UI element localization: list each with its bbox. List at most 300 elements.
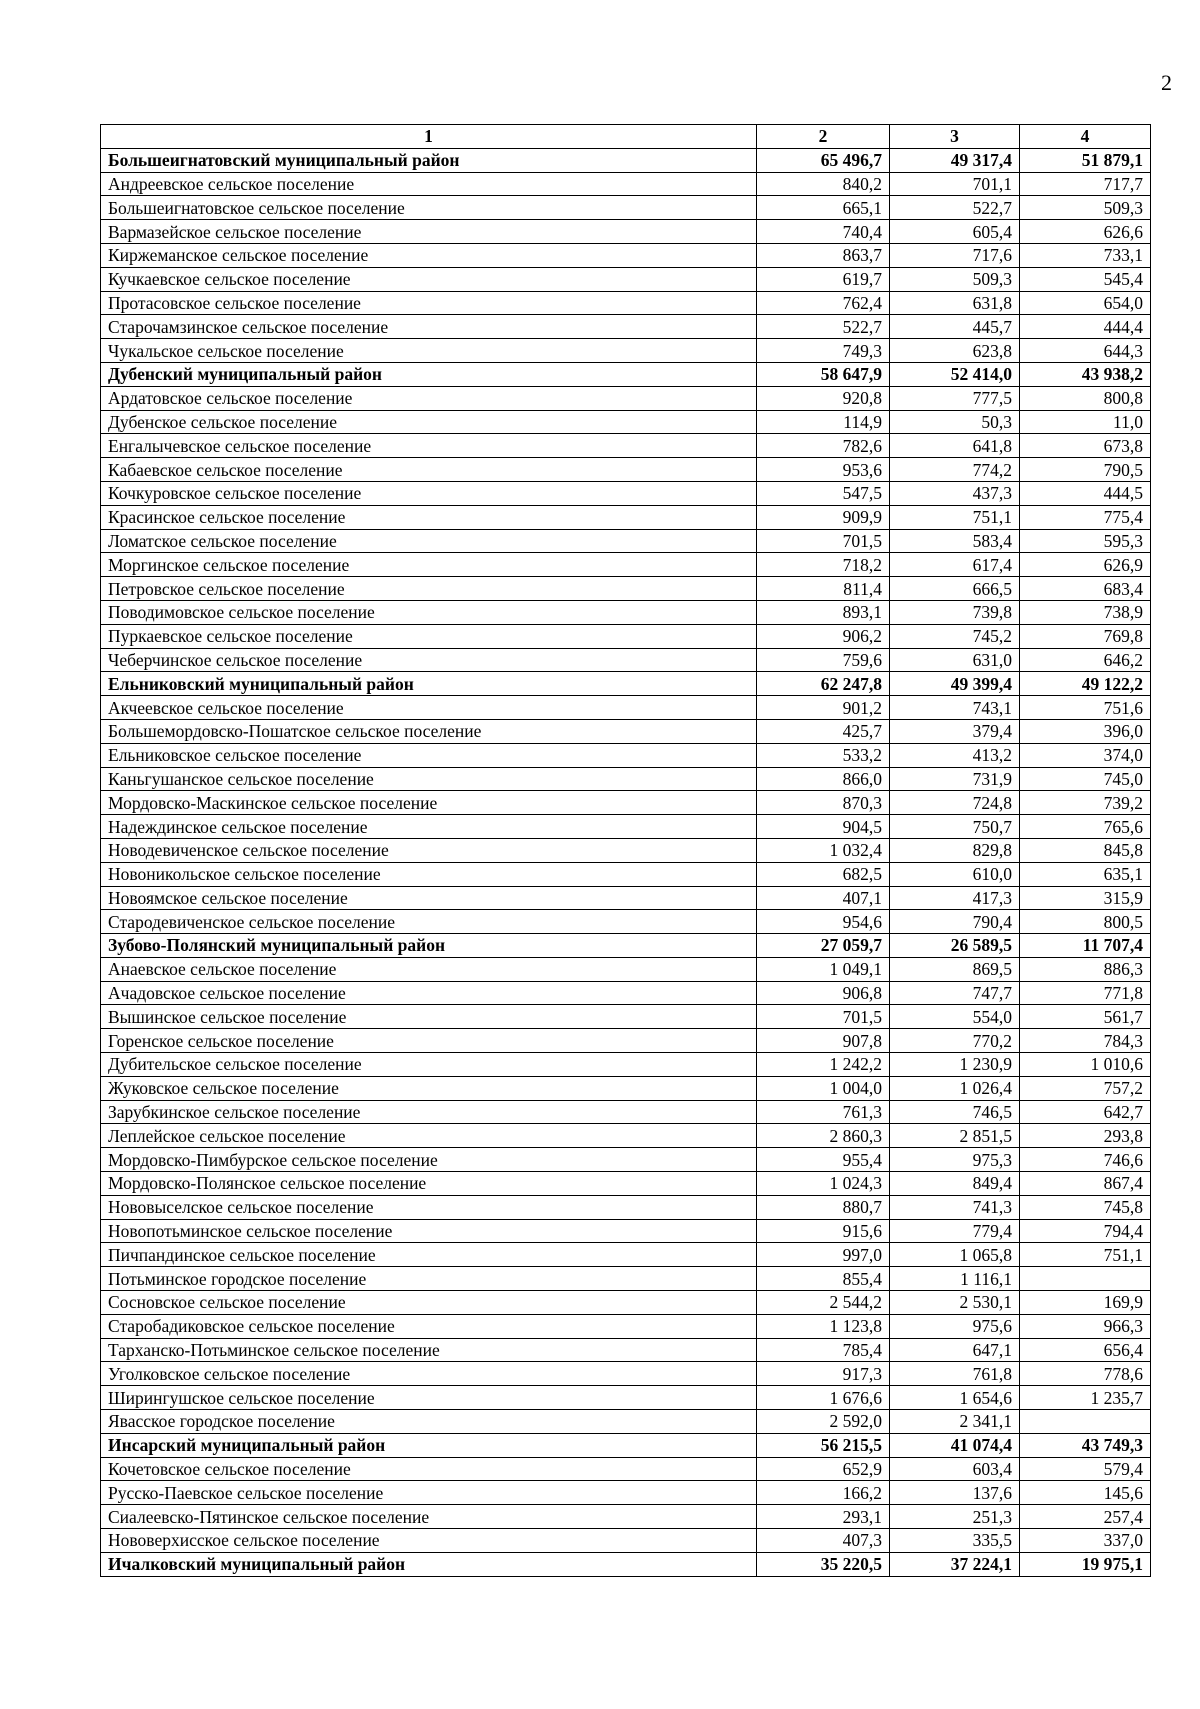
row-value-col3: 1 654,6 bbox=[890, 1386, 1020, 1410]
table-row bbox=[101, 1005, 1151, 1029]
table-row bbox=[101, 719, 1151, 743]
row-value-col2: 870,3 bbox=[757, 791, 890, 815]
row-name: Енгалычевское сельское поселение bbox=[101, 434, 757, 458]
row-value-col2: 761,3 bbox=[757, 1100, 890, 1124]
row-value-col2: 866,0 bbox=[757, 767, 890, 791]
row-value-col2: 522,7 bbox=[757, 315, 890, 339]
table-row bbox=[101, 577, 1151, 601]
table-row bbox=[101, 1314, 1151, 1338]
row-value-col2: 56 215,5 bbox=[757, 1433, 890, 1457]
row-value-col4: 444,4 bbox=[1020, 315, 1151, 339]
row-name: Надеждинское сельское поселение bbox=[101, 815, 757, 839]
row-name: Кучкаевское сельское поселение bbox=[101, 267, 757, 291]
row-value-col2: 293,1 bbox=[757, 1505, 890, 1529]
table-row bbox=[101, 196, 1151, 220]
row-value-col4: 738,9 bbox=[1020, 600, 1151, 624]
row-value-col4: 886,3 bbox=[1020, 957, 1151, 981]
row-value-col2: 997,0 bbox=[757, 1243, 890, 1267]
table-row bbox=[101, 172, 1151, 196]
row-value-col4: 626,6 bbox=[1020, 220, 1151, 244]
table-row bbox=[101, 386, 1151, 410]
row-value-col3: 774,2 bbox=[890, 458, 1020, 482]
row-value-col3: 2 341,1 bbox=[890, 1410, 1020, 1434]
row-name: Русско-Паевское сельское поселение bbox=[101, 1481, 757, 1505]
row-name: Протасовское сельское поселение bbox=[101, 291, 757, 315]
row-value-col3: 647,1 bbox=[890, 1338, 1020, 1362]
row-value-col2: 1 004,0 bbox=[757, 1076, 890, 1100]
row-value-col3: 751,1 bbox=[890, 505, 1020, 529]
table-row bbox=[101, 1029, 1151, 1053]
row-name: Пуркаевское сельское поселение bbox=[101, 624, 757, 648]
row-value-col3: 739,8 bbox=[890, 600, 1020, 624]
row-value-col3: 417,3 bbox=[890, 886, 1020, 910]
row-name: Ельниковское сельское поселение bbox=[101, 743, 757, 767]
row-value-col2: 1 676,6 bbox=[757, 1386, 890, 1410]
row-value-col2: 906,2 bbox=[757, 624, 890, 648]
row-value-col2: 114,9 bbox=[757, 410, 890, 434]
row-value-col4: 745,8 bbox=[1020, 1195, 1151, 1219]
row-name: Пичпандинское сельское поселение bbox=[101, 1243, 757, 1267]
row-value-col2: 904,5 bbox=[757, 815, 890, 839]
row-value-col2: 682,5 bbox=[757, 862, 890, 886]
table-row bbox=[101, 886, 1151, 910]
row-name: Сосновское сельское поселение bbox=[101, 1291, 757, 1315]
row-name: Вармазейское сельское поселение bbox=[101, 220, 757, 244]
row-name: Жуковское сельское поселение bbox=[101, 1076, 757, 1100]
row-value-col2: 27 059,7 bbox=[757, 934, 890, 958]
table-row bbox=[101, 1338, 1151, 1362]
row-name: Зубово-Полянский муниципальный район bbox=[101, 934, 757, 958]
row-name: Петровское сельское поселение bbox=[101, 577, 757, 601]
row-value-col3: 631,0 bbox=[890, 648, 1020, 672]
row-value-col4: 1 010,6 bbox=[1020, 1053, 1151, 1077]
row-name: Большеигнатовский муниципальный район bbox=[101, 148, 757, 172]
header-col-2: 2 bbox=[757, 125, 890, 149]
table-row bbox=[101, 1172, 1151, 1196]
row-name: Моргинское сельское поселение bbox=[101, 553, 757, 577]
row-value-col4: 396,0 bbox=[1020, 719, 1151, 743]
row-value-col3: 869,5 bbox=[890, 957, 1020, 981]
row-value-col2: 953,6 bbox=[757, 458, 890, 482]
row-name: Вышинское сельское поселение bbox=[101, 1005, 757, 1029]
row-value-col2: 759,6 bbox=[757, 648, 890, 672]
row-value-col4: 169,9 bbox=[1020, 1291, 1151, 1315]
row-value-col4: 595,3 bbox=[1020, 529, 1151, 553]
row-value-col2: 909,9 bbox=[757, 505, 890, 529]
row-value-col3: 623,8 bbox=[890, 339, 1020, 363]
row-value-col3: 2 530,1 bbox=[890, 1291, 1020, 1315]
row-value-col3: 746,5 bbox=[890, 1100, 1020, 1124]
row-value-col3: 743,1 bbox=[890, 696, 1020, 720]
row-value-col4: 683,4 bbox=[1020, 577, 1151, 601]
budget-table bbox=[100, 124, 1151, 1577]
row-value-col2: 619,7 bbox=[757, 267, 890, 291]
row-value-col4 bbox=[1020, 1410, 1151, 1434]
row-value-col4: 561,7 bbox=[1020, 1005, 1151, 1029]
district-row bbox=[101, 672, 1151, 696]
row-name: Ачадовское сельское поселение bbox=[101, 981, 757, 1005]
row-value-col2: 701,5 bbox=[757, 529, 890, 553]
row-value-col3: 26 589,5 bbox=[890, 934, 1020, 958]
row-value-col4: 717,7 bbox=[1020, 172, 1151, 196]
row-value-col4: 784,3 bbox=[1020, 1029, 1151, 1053]
row-value-col4: 794,4 bbox=[1020, 1219, 1151, 1243]
table-row bbox=[101, 553, 1151, 577]
row-name: Уголковское сельское поселение bbox=[101, 1362, 757, 1386]
row-name: Нововерхисское сельское поселение bbox=[101, 1529, 757, 1553]
row-value-col4: 746,6 bbox=[1020, 1148, 1151, 1172]
row-value-col4: 11,0 bbox=[1020, 410, 1151, 434]
row-value-col2: 907,8 bbox=[757, 1029, 890, 1053]
table-header bbox=[101, 125, 1151, 149]
row-value-col4: 765,6 bbox=[1020, 815, 1151, 839]
table-row bbox=[101, 434, 1151, 458]
row-name: Инсарский муниципальный район bbox=[101, 1433, 757, 1457]
row-value-col2: 652,9 bbox=[757, 1457, 890, 1481]
row-value-col2: 425,7 bbox=[757, 719, 890, 743]
row-value-col4: 654,0 bbox=[1020, 291, 1151, 315]
row-value-col3: 1 065,8 bbox=[890, 1243, 1020, 1267]
row-value-col2: 901,2 bbox=[757, 696, 890, 720]
row-value-col3: 717,6 bbox=[890, 243, 1020, 267]
row-value-col2: 863,7 bbox=[757, 243, 890, 267]
row-value-col3: 379,4 bbox=[890, 719, 1020, 743]
row-value-col4: 800,8 bbox=[1020, 386, 1151, 410]
row-value-col4: 43 749,3 bbox=[1020, 1433, 1151, 1457]
row-value-col3: 741,3 bbox=[890, 1195, 1020, 1219]
row-value-col2: 915,6 bbox=[757, 1219, 890, 1243]
row-name: Андреевское сельское поселение bbox=[101, 172, 757, 196]
row-value-col2: 880,7 bbox=[757, 1195, 890, 1219]
row-value-col3: 1 026,4 bbox=[890, 1076, 1020, 1100]
row-value-col3: 49 399,4 bbox=[890, 672, 1020, 696]
row-name: Новодевиченское сельское поселение bbox=[101, 838, 757, 862]
row-name: Кочкуровское сельское поселение bbox=[101, 481, 757, 505]
row-name: Дубительское сельское поселение bbox=[101, 1053, 757, 1077]
table-row bbox=[101, 981, 1151, 1005]
table-row bbox=[101, 1410, 1151, 1434]
table-row bbox=[101, 600, 1151, 624]
row-name: Каньгушанское сельское поселение bbox=[101, 767, 757, 791]
row-value-col3: 701,1 bbox=[890, 172, 1020, 196]
row-value-col3: 641,8 bbox=[890, 434, 1020, 458]
row-name: Потьминское городское поселение bbox=[101, 1267, 757, 1291]
row-value-col3: 554,0 bbox=[890, 1005, 1020, 1029]
district-row bbox=[101, 362, 1151, 386]
row-value-col4: 733,1 bbox=[1020, 243, 1151, 267]
table-row bbox=[101, 1100, 1151, 1124]
row-value-col3: 137,6 bbox=[890, 1481, 1020, 1505]
row-value-col3: 413,2 bbox=[890, 743, 1020, 767]
row-value-col2: 2 860,3 bbox=[757, 1124, 890, 1148]
row-value-col4: 509,3 bbox=[1020, 196, 1151, 220]
table-row bbox=[101, 648, 1151, 672]
row-value-col2: 782,6 bbox=[757, 434, 890, 458]
row-value-col4: 745,0 bbox=[1020, 767, 1151, 791]
table-row bbox=[101, 315, 1151, 339]
district-row bbox=[101, 148, 1151, 172]
row-name: Ельниковский муниципальный район bbox=[101, 672, 757, 696]
row-value-col4: 775,4 bbox=[1020, 505, 1151, 529]
row-name: Большеигнатовское сельское поселение bbox=[101, 196, 757, 220]
row-value-col3: 605,4 bbox=[890, 220, 1020, 244]
row-value-col2: 1 032,4 bbox=[757, 838, 890, 862]
row-value-col2: 1 024,3 bbox=[757, 1172, 890, 1196]
table-body bbox=[101, 148, 1151, 1576]
table-row bbox=[101, 505, 1151, 529]
row-name: Нововыселское сельское поселение bbox=[101, 1195, 757, 1219]
row-value-col2: 893,1 bbox=[757, 600, 890, 624]
row-value-col4: 293,8 bbox=[1020, 1124, 1151, 1148]
row-value-col4 bbox=[1020, 1267, 1151, 1291]
row-value-col3: 2 851,5 bbox=[890, 1124, 1020, 1148]
header-col-4: 4 bbox=[1020, 125, 1151, 149]
table-row bbox=[101, 862, 1151, 886]
row-value-col4: 966,3 bbox=[1020, 1314, 1151, 1338]
row-value-col3: 335,5 bbox=[890, 1529, 1020, 1553]
row-value-col2: 2 544,2 bbox=[757, 1291, 890, 1315]
row-value-col3: 251,3 bbox=[890, 1505, 1020, 1529]
row-name: Дубенский муниципальный район bbox=[101, 362, 757, 386]
table-row bbox=[101, 815, 1151, 839]
row-name: Мордовско-Полянское сельское поселение bbox=[101, 1172, 757, 1196]
header-col-3: 3 bbox=[890, 125, 1020, 149]
row-value-col2: 1 242,2 bbox=[757, 1053, 890, 1077]
row-value-col3: 731,9 bbox=[890, 767, 1020, 791]
table-row bbox=[101, 458, 1151, 482]
row-value-col3: 37 224,1 bbox=[890, 1552, 1020, 1576]
row-value-col4: 644,3 bbox=[1020, 339, 1151, 363]
row-value-col2: 718,2 bbox=[757, 553, 890, 577]
row-value-col4: 867,4 bbox=[1020, 1172, 1151, 1196]
row-value-col2: 811,4 bbox=[757, 577, 890, 601]
table-row bbox=[101, 1267, 1151, 1291]
table-row bbox=[101, 243, 1151, 267]
row-name: Киржеманское сельское поселение bbox=[101, 243, 757, 267]
row-value-col3: 761,8 bbox=[890, 1362, 1020, 1386]
row-value-col3: 631,8 bbox=[890, 291, 1020, 315]
row-name: Чукальское сельское поселение bbox=[101, 339, 757, 363]
row-value-col2: 58 647,9 bbox=[757, 362, 890, 386]
row-value-col2: 906,8 bbox=[757, 981, 890, 1005]
row-value-col3: 41 074,4 bbox=[890, 1433, 1020, 1457]
table-row bbox=[101, 1529, 1151, 1553]
table-row bbox=[101, 1362, 1151, 1386]
row-value-col3: 509,3 bbox=[890, 267, 1020, 291]
row-name: Акчеевское сельское поселение bbox=[101, 696, 757, 720]
row-value-col3: 610,0 bbox=[890, 862, 1020, 886]
row-value-col2: 762,4 bbox=[757, 291, 890, 315]
row-name: Мордовско-Маскинское сельское поселение bbox=[101, 791, 757, 815]
row-name: Новоямское сельское поселение bbox=[101, 886, 757, 910]
row-value-col3: 777,5 bbox=[890, 386, 1020, 410]
row-value-col2: 1 049,1 bbox=[757, 957, 890, 981]
row-value-col2: 65 496,7 bbox=[757, 148, 890, 172]
row-name: Зарубкинское сельское поселение bbox=[101, 1100, 757, 1124]
table-row bbox=[101, 957, 1151, 981]
row-value-col4: 778,6 bbox=[1020, 1362, 1151, 1386]
row-value-col3: 779,4 bbox=[890, 1219, 1020, 1243]
row-value-col2: 533,2 bbox=[757, 743, 890, 767]
row-value-col3: 770,2 bbox=[890, 1029, 1020, 1053]
row-name: Стародевиченское сельское поселение bbox=[101, 910, 757, 934]
row-value-col4: 751,6 bbox=[1020, 696, 1151, 720]
row-value-col4: 51 879,1 bbox=[1020, 148, 1151, 172]
row-name: Чеберчинское сельское поселение bbox=[101, 648, 757, 672]
row-value-col3: 522,7 bbox=[890, 196, 1020, 220]
row-value-col2: 840,2 bbox=[757, 172, 890, 196]
table-row bbox=[101, 910, 1151, 934]
table-row bbox=[101, 1195, 1151, 1219]
row-name: Кабаевское сельское поселение bbox=[101, 458, 757, 482]
row-value-col4: 790,5 bbox=[1020, 458, 1151, 482]
table-row bbox=[101, 267, 1151, 291]
row-name: Новопотьминское сельское поселение bbox=[101, 1219, 757, 1243]
row-value-col4: 1 235,7 bbox=[1020, 1386, 1151, 1410]
table-row bbox=[101, 1481, 1151, 1505]
row-name: Старобадиковское сельское поселение bbox=[101, 1314, 757, 1338]
row-value-col4: 771,8 bbox=[1020, 981, 1151, 1005]
row-name: Большемордовско-Пошатское сельское поселение bbox=[101, 719, 757, 743]
row-value-col4: 49 122,2 bbox=[1020, 672, 1151, 696]
row-value-col4: 646,2 bbox=[1020, 648, 1151, 672]
row-value-col2: 665,1 bbox=[757, 196, 890, 220]
row-name: Ширингушское сельское поселение bbox=[101, 1386, 757, 1410]
row-value-col3: 1 230,9 bbox=[890, 1053, 1020, 1077]
row-value-col3: 747,7 bbox=[890, 981, 1020, 1005]
table-row bbox=[101, 1124, 1151, 1148]
table-row bbox=[101, 791, 1151, 815]
row-value-col2: 954,6 bbox=[757, 910, 890, 934]
table-row bbox=[101, 767, 1151, 791]
row-value-col3: 50,3 bbox=[890, 410, 1020, 434]
table-row bbox=[101, 1076, 1151, 1100]
row-name: Тарханско-Потьминское сельское поселение bbox=[101, 1338, 757, 1362]
table-row bbox=[101, 1457, 1151, 1481]
row-value-col3: 437,3 bbox=[890, 481, 1020, 505]
table-row bbox=[101, 838, 1151, 862]
table-row bbox=[101, 1505, 1151, 1529]
table-row bbox=[101, 1243, 1151, 1267]
district-row bbox=[101, 1552, 1151, 1576]
table-row bbox=[101, 481, 1151, 505]
row-value-col4: 374,0 bbox=[1020, 743, 1151, 767]
row-value-col4: 444,5 bbox=[1020, 481, 1151, 505]
row-value-col4: 656,4 bbox=[1020, 1338, 1151, 1362]
table-row bbox=[101, 624, 1151, 648]
row-value-col4: 579,4 bbox=[1020, 1457, 1151, 1481]
row-name: Анаевское сельское поселение bbox=[101, 957, 757, 981]
row-value-col4: 635,1 bbox=[1020, 862, 1151, 886]
row-value-col4: 757,2 bbox=[1020, 1076, 1151, 1100]
row-value-col3: 750,7 bbox=[890, 815, 1020, 839]
table-row bbox=[101, 291, 1151, 315]
row-value-col3: 724,8 bbox=[890, 791, 1020, 815]
row-value-col3: 583,4 bbox=[890, 529, 1020, 553]
row-name: Ломатское сельское поселение bbox=[101, 529, 757, 553]
row-value-col2: 701,5 bbox=[757, 1005, 890, 1029]
row-value-col4: 642,7 bbox=[1020, 1100, 1151, 1124]
row-value-col4: 769,8 bbox=[1020, 624, 1151, 648]
row-value-col3: 666,5 bbox=[890, 577, 1020, 601]
row-value-col3: 849,4 bbox=[890, 1172, 1020, 1196]
row-value-col3: 745,2 bbox=[890, 624, 1020, 648]
row-value-col3: 975,6 bbox=[890, 1314, 1020, 1338]
row-value-col2: 740,4 bbox=[757, 220, 890, 244]
row-name: Явасское городское поселение bbox=[101, 1410, 757, 1434]
row-value-col2: 62 247,8 bbox=[757, 672, 890, 696]
row-value-col2: 920,8 bbox=[757, 386, 890, 410]
table-row bbox=[101, 220, 1151, 244]
row-name: Красинское сельское поселение bbox=[101, 505, 757, 529]
district-row bbox=[101, 934, 1151, 958]
row-value-col2: 2 592,0 bbox=[757, 1410, 890, 1434]
district-row bbox=[101, 1433, 1151, 1457]
page-number: 2 bbox=[1161, 70, 1172, 95]
row-value-col2: 166,2 bbox=[757, 1481, 890, 1505]
row-value-col2: 955,4 bbox=[757, 1148, 890, 1172]
row-value-col4: 19 975,1 bbox=[1020, 1552, 1151, 1576]
row-value-col4: 845,8 bbox=[1020, 838, 1151, 862]
row-value-col4: 11 707,4 bbox=[1020, 934, 1151, 958]
row-value-col2: 855,4 bbox=[757, 1267, 890, 1291]
header-row bbox=[101, 125, 1151, 149]
row-value-col2: 917,3 bbox=[757, 1362, 890, 1386]
table-row bbox=[101, 529, 1151, 553]
row-name: Новоникольское сельское поселение bbox=[101, 862, 757, 886]
row-value-col4: 315,9 bbox=[1020, 886, 1151, 910]
row-value-col3: 975,3 bbox=[890, 1148, 1020, 1172]
row-name: Ичалковский муниципальный район bbox=[101, 1552, 757, 1576]
row-value-col2: 407,1 bbox=[757, 886, 890, 910]
row-value-col3: 829,8 bbox=[890, 838, 1020, 862]
row-value-col4: 673,8 bbox=[1020, 434, 1151, 458]
row-name: Старочамзинское сельское поселение bbox=[101, 315, 757, 339]
row-value-col2: 1 123,8 bbox=[757, 1314, 890, 1338]
header-col-1: 1 bbox=[101, 125, 757, 149]
row-value-col2: 407,3 bbox=[757, 1529, 890, 1553]
row-value-col2: 35 220,5 bbox=[757, 1552, 890, 1576]
row-value-col2: 785,4 bbox=[757, 1338, 890, 1362]
row-value-col4: 145,6 bbox=[1020, 1481, 1151, 1505]
table-row bbox=[101, 1053, 1151, 1077]
row-value-col2: 749,3 bbox=[757, 339, 890, 363]
row-name: Горенское сельское поселение bbox=[101, 1029, 757, 1053]
row-value-col4: 545,4 bbox=[1020, 267, 1151, 291]
row-value-col4: 626,9 bbox=[1020, 553, 1151, 577]
row-value-col4: 43 938,2 bbox=[1020, 362, 1151, 386]
row-value-col3: 49 317,4 bbox=[890, 148, 1020, 172]
row-name: Мордовско-Пимбурское сельское поселение bbox=[101, 1148, 757, 1172]
row-name: Леплейское сельское поселение bbox=[101, 1124, 757, 1148]
row-value-col4: 257,4 bbox=[1020, 1505, 1151, 1529]
table-row bbox=[101, 339, 1151, 363]
table-row bbox=[101, 743, 1151, 767]
table-row bbox=[101, 1219, 1151, 1243]
table-row bbox=[101, 410, 1151, 434]
row-value-col3: 603,4 bbox=[890, 1457, 1020, 1481]
row-value-col3: 1 116,1 bbox=[890, 1267, 1020, 1291]
row-name: Дубенское сельское поселение bbox=[101, 410, 757, 434]
row-name: Сиалеевско-Пятинское сельское поселение bbox=[101, 1505, 757, 1529]
table-row bbox=[101, 1148, 1151, 1172]
row-name: Ардатовское сельское поселение bbox=[101, 386, 757, 410]
row-value-col3: 52 414,0 bbox=[890, 362, 1020, 386]
row-name: Кочетовское сельское поселение bbox=[101, 1457, 757, 1481]
row-value-col4: 337,0 bbox=[1020, 1529, 1151, 1553]
table-row bbox=[101, 1386, 1151, 1410]
row-value-col3: 790,4 bbox=[890, 910, 1020, 934]
